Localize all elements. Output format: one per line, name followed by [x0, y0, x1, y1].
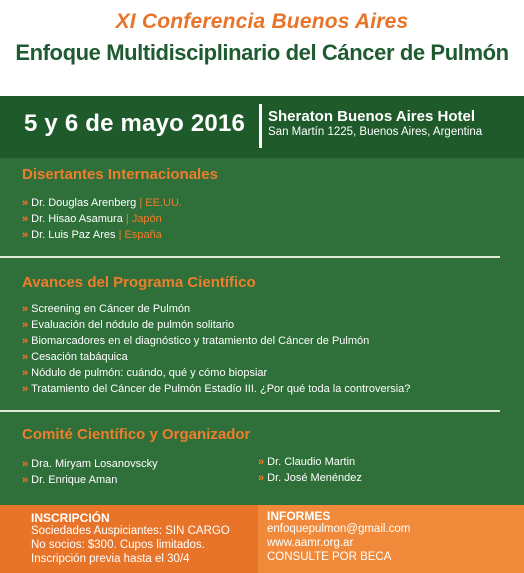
header	[0, 0, 524, 95]
committee-member-name: Dr. Claudio Martin	[267, 456, 356, 468]
program-item	[22, 383, 410, 395]
bullet-icon: »	[258, 472, 265, 484]
venue-name: Sheraton Buenos Aires Hotel	[268, 108, 475, 125]
venue-address: San Martín 1225, Buenos Aires, Argentina	[268, 126, 483, 138]
conference-subtitle: Enfoque Multidisciplinario del Cáncer de Pulmón	[15, 40, 509, 65]
committee-title: Comité Científico y Organizador	[22, 426, 251, 443]
program-item-text: Nódulo de pulmón: cuándo, qué y cómo biopsiar	[31, 367, 268, 379]
section-divider	[0, 256, 500, 258]
bullet-icon: »	[258, 456, 265, 468]
bullet-icon: »	[22, 458, 29, 470]
program-item-text: Tratamiento del Cáncer de Pulmón Estadío III. ¿Por qué toda la controversia?	[31, 383, 411, 395]
inscription-line: Inscripción previa hasta el 30/4	[31, 553, 190, 565]
speakers-title: Disertantes Internacionales	[22, 166, 218, 183]
informes-box	[258, 505, 524, 573]
committee-member	[22, 458, 158, 470]
program-title: Avances del Programa Científico	[22, 274, 256, 291]
program-item	[22, 335, 369, 347]
program-item	[22, 351, 128, 363]
program-item-text: Evaluación del nódulo de pulmón solitario	[31, 319, 235, 331]
committee-member	[22, 474, 117, 486]
section-divider	[0, 410, 500, 412]
committee-member-name: Dra. Miryam Losanovscky	[31, 458, 158, 470]
vertical-divider	[259, 104, 262, 148]
program-item	[22, 319, 234, 331]
bullet-icon: »	[22, 351, 29, 363]
bullet-icon: »	[22, 367, 29, 379]
speaker-name: Dr. Douglas Arenberg	[31, 197, 137, 209]
website-link[interactable]: www.aamr.org.ar	[267, 537, 354, 549]
speaker-country: Japón	[131, 213, 162, 225]
speaker-item	[22, 197, 182, 209]
bullet-icon: »	[22, 213, 29, 225]
inscription-line: No socios: $300. Cupos limitados.	[31, 539, 205, 551]
separator: |	[125, 213, 129, 225]
footer	[0, 505, 524, 573]
bullet-icon: »	[22, 303, 29, 315]
conference-title: XI Conferencia Buenos Aires	[115, 10, 409, 33]
speaker-country: España	[124, 229, 162, 241]
bullet-icon: »	[22, 383, 29, 395]
date-band	[0, 96, 524, 158]
speaker-item	[22, 213, 162, 225]
committee-member-name: Dr. José Menéndez	[267, 472, 362, 484]
program-item-text: Biomarcadores en el diagnóstico y tratamiento del Cáncer de Pulmón	[31, 335, 370, 347]
inscription-box	[0, 505, 258, 573]
speaker-country: EE.UU.	[145, 197, 182, 209]
separator: |	[139, 197, 143, 209]
inscription-line: Sociedades Auspiciantes: SIN CARGO	[31, 525, 230, 537]
scholarship-note: CONSULTE POR BECA	[267, 551, 392, 563]
speaker-name: Dr. Luis Paz Ares	[31, 229, 116, 241]
contact-email[interactable]: enfoquepulmon@gmail.com	[267, 523, 411, 535]
committee-member	[258, 472, 362, 484]
committee-member-name: Dr. Enrique Aman	[31, 474, 118, 486]
program-item-text: Screening en Cáncer de Pulmón	[31, 303, 191, 315]
speaker-name: Dr. Hisao Asamura	[31, 213, 123, 225]
separator: |	[118, 229, 122, 241]
bullet-icon: »	[22, 335, 29, 347]
informes-title: INFORMES	[267, 509, 331, 523]
bullet-icon: »	[22, 319, 29, 331]
bullet-icon: »	[22, 474, 29, 486]
bullet-icon: »	[22, 229, 29, 241]
program-item	[22, 367, 267, 379]
bullet-icon: »	[22, 197, 29, 209]
program-item-text: Cesación tabáquica	[31, 351, 128, 363]
inscription-title: INSCRIPCIÓN	[31, 511, 110, 525]
program-item	[22, 303, 190, 315]
info-panel	[0, 96, 524, 505]
event-date: 5 y 6 de mayo 2016	[24, 110, 246, 137]
committee-member	[258, 456, 355, 468]
speaker-item	[22, 229, 162, 241]
